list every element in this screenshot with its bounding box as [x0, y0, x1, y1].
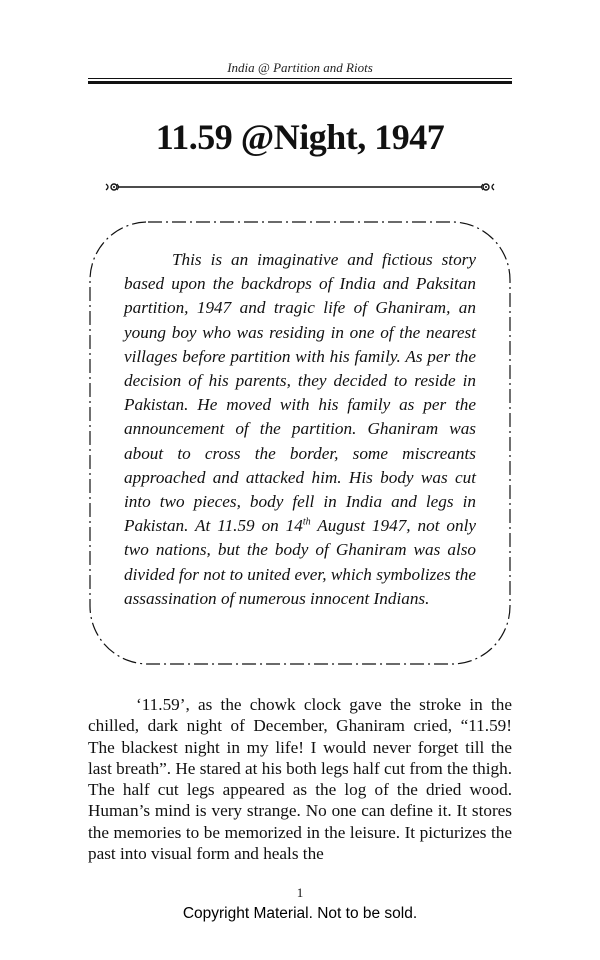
copyright-notice: Copyright Material. Not to be sold.	[182, 905, 418, 922]
abstract-text-tail: August 1947, not only two nations, but the body of Ghaniram was also divided for not to united ever, which symbolizes the assassination of numerous innocent Indians.	[124, 516, 476, 608]
header-rule-thick	[88, 81, 512, 84]
body-paragraph	[88, 694, 512, 864]
ornament-left-scroll-icon	[106, 184, 119, 190]
abstract-text-main: This is an imaginative and fictious story based upon the backdrops of India and Paksitan partition, 1947 and tragic life of Ghaniram, an young boy who was residing in one of the nearest villages before partition with his family. As per the decision of his parents, they decided to reside in Pakistan. He moved with his family as per the announcement of the partition. Ghaniram was about to cross the border, some miscreants approached and attacked him. His body was cut into two pieces, body fell in India and legs in Pakistan. At 11.59 on 14	[124, 250, 476, 536]
running-header: India @ Partition and Riots	[227, 60, 373, 75]
ornament-right-scroll-icon	[482, 184, 495, 190]
body-paragraph-text: ‘11.59’, as the chowk clock gave the stroke in the chilled, dark night of December, Ghaniram cried, “11.59! The blackest night in my life! I would never forget till the last breath”. He stared at his both legs half cut from the thigh. The half cut legs appeared as the log of the dried wood. Human’s mind is very strange. No one can define it. It stores the memories to be memorized in the leisure. It picturizes the past into visual form and heals the	[88, 695, 512, 864]
header-rule-thin	[88, 78, 512, 79]
abstract-text	[124, 248, 476, 611]
ornamental-divider	[104, 180, 496, 194]
page-number: 1	[296, 885, 304, 900]
chapter-title: 11.59 @Night, 1947	[155, 117, 445, 157]
ordinal-superscript: th	[302, 516, 311, 528]
